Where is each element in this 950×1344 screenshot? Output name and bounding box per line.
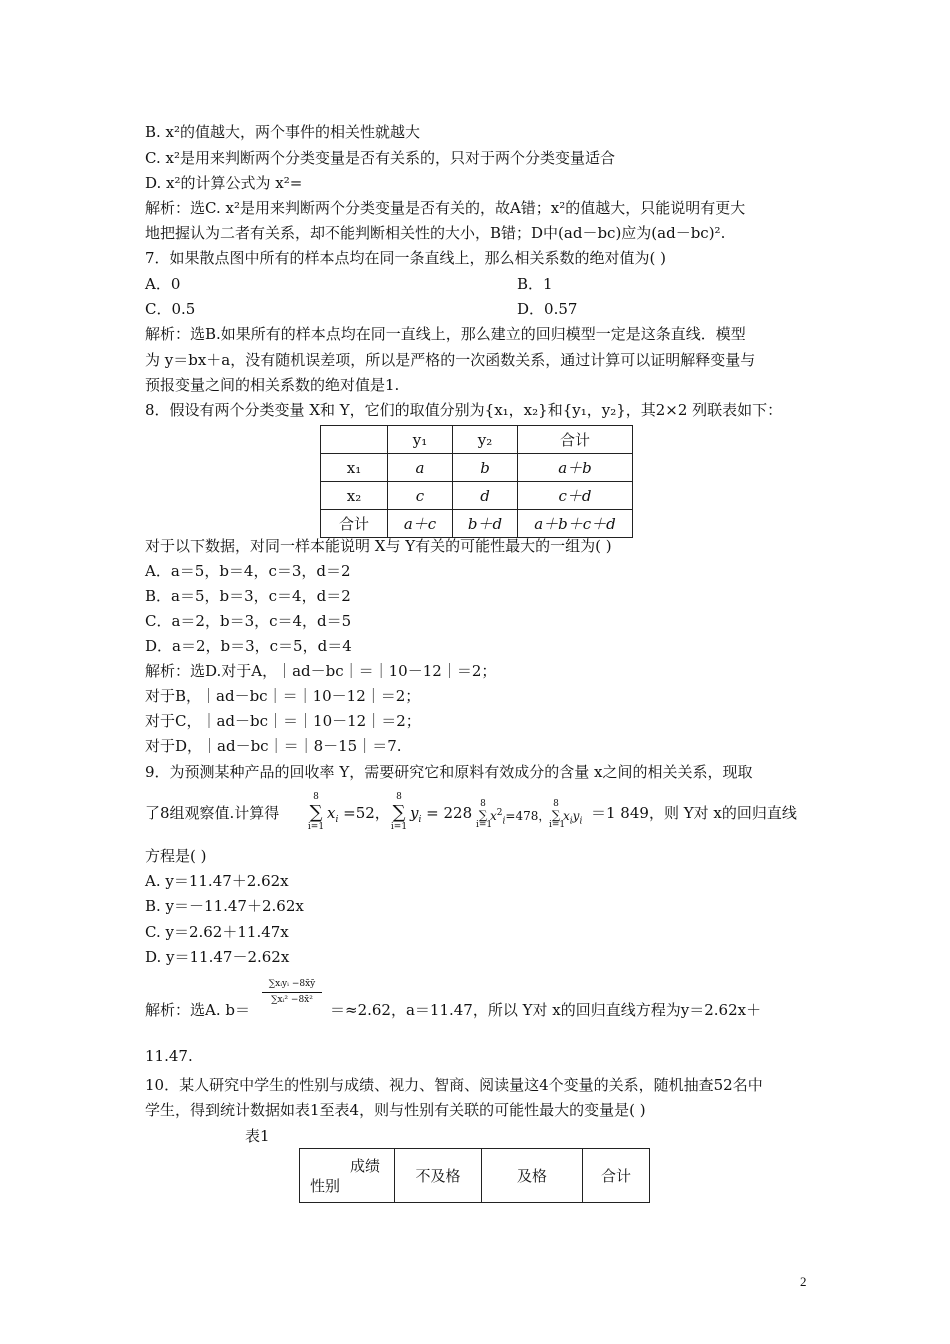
q8-option-b: B．a＝5，b＝3，c＝4，d＝2	[145, 587, 351, 605]
q6-solution-line1: 解析：选C. x²是用来判断两个分类变量是否有关的，故A错；x²的值越大，只能说明有更大	[145, 199, 746, 217]
q8-solution-line2: 对于B，｜ad－bc｜＝｜10－12｜＝2；	[145, 687, 421, 705]
q9-stem-line2-start: 了8组观察值.计算得	[145, 804, 280, 822]
regression-slope-fraction	[262, 979, 322, 1006]
q7-solution-line2: 为 y＝bx＋a，没有随机误差项，所以是严格的一次函数关系，通过计算可以证明解释变量与	[145, 351, 756, 369]
q9-option-d: D. y＝11.47－2.62x	[145, 948, 290, 966]
q7-solution-line1: 解析：选B.如果所有的样本点均在同一直线上，那么建立的回归模型一定是这条直线．模型	[145, 325, 746, 343]
table-cell: d	[453, 482, 518, 510]
table-header-cell: y₁	[388, 426, 453, 454]
sum-x2-result: =478	[505, 809, 539, 823]
table1-title: 表1	[245, 1127, 270, 1145]
table-cell	[321, 426, 388, 454]
corner-label-gender: 性别	[310, 1177, 341, 1195]
q7-option-d: D．0.57	[517, 300, 578, 318]
q10-stem-line2: 学生，得到统计数据如表1至表4，则与性别有关联的可能性最大的变量是( )	[145, 1101, 646, 1119]
q9-option-b: B. y＝－11.47＋2.62x	[145, 897, 304, 915]
q7-stem: 7．如果散点图中所有的样本点均在同一条直线上，那么相关系数的绝对值为( )	[145, 249, 667, 267]
q9-stem-line1: 9．为预测某种产品的回收率 Y，需要研究它和原料有效成分的含量 x之间的相关关系，现取	[145, 763, 753, 781]
q9-option-c: C. y＝2.62＋11.47x	[145, 923, 289, 941]
q8-option-d: D．a＝2，b＝3，c＝5，d＝4	[145, 637, 352, 655]
table1-header-cell: 不及格	[395, 1149, 482, 1203]
q8-stem: 8．假设有两个分类变量 X和 Y，它们的取值分别为{x₁，x₂}和{y₁，y₂}，其2×2 列联表如下：	[145, 401, 783, 419]
table1-header-cell: 合计	[583, 1149, 650, 1203]
fraction-denominator: ∑xᵢ² −8x̄²	[271, 995, 313, 1005]
table-header-cell: y₂	[453, 426, 518, 454]
sum-y-result: = 228	[426, 804, 473, 822]
q8-solution-line4: 对于D，｜ad－bc｜＝｜8－15｜＝7.	[145, 737, 402, 755]
q8-solution-line3: 对于C，｜ad－bc｜＝｜10－12｜＝2；	[145, 712, 421, 730]
table-cell: c	[388, 482, 453, 510]
table-row-label: x₂	[321, 482, 388, 510]
q8-option-a: A．a＝5，b＝4，c＝3，d＝2	[145, 562, 351, 580]
table-row-label: 合计	[321, 510, 388, 538]
q9-stem-line3: 方程是( )	[145, 847, 207, 865]
q9-option-a: A. y＝11.47＋2.62x	[145, 872, 289, 890]
sum-x-symbol: 8 ∑ i=1	[307, 792, 325, 832]
q6-option-d: D. x²的计算公式为 x²=	[145, 174, 303, 192]
q6-solution-line2: 地把握认为二者有关系，却不能判断相关性的大小，B错；D中(ad－bc)应为(ad－bc)².	[145, 224, 726, 242]
table-cell: a＋b＋c＋d	[518, 510, 633, 538]
q6-option-c: C. x²是用来判断两个分类变量是否有关系的，只对于两个分类变量适合	[145, 149, 615, 167]
q9-solution-start: 解析：选A. b＝	[145, 1001, 250, 1019]
fraction-numerator: ∑xᵢyᵢ −8x̄ȳ	[268, 979, 316, 989]
table1-corner-cell	[300, 1149, 395, 1203]
q7-option-b: B．1	[517, 275, 553, 293]
q8-option-c: C．a＝2，b＝3，c＝4，d＝5	[145, 612, 352, 630]
contingency-table-2x2	[320, 425, 633, 538]
fraction-bar	[262, 992, 322, 993]
sum-x-value: $x_i =52$，	[327, 804, 390, 825]
q8-question: 对于以下数据，对同一样本能说明 X与 Y有关的可能性最大的一组为( )	[145, 537, 612, 555]
q7-solution-line3: 预报变量之间的相关系数的绝对值是1.	[145, 376, 400, 394]
sum-x2-symbol: 8 ∑ i=1	[476, 799, 493, 830]
q6-option-b: B. x²的值越大，两个事件的相关性就越大	[145, 123, 421, 141]
q10-stem-line1: 10．某人研究中学生的性别与成绩、视力、智商、阅读量这4个变量的关系，随机抽查52名中	[145, 1076, 763, 1094]
table-cell: a＋b	[518, 454, 633, 482]
table1-header-cell: 及格	[482, 1149, 583, 1203]
q8-solution-line1: 解析：选D.对于A，｜ad－bc｜＝｜10－12｜＝2；	[145, 662, 497, 680]
sum-y-symbol: 8 ∑ i=1	[390, 792, 408, 832]
q7-option-c: C．0.5	[145, 300, 196, 318]
sum-x-result: =52	[343, 804, 375, 822]
table-cell: a＋c	[388, 510, 453, 538]
table-cell: b＋d	[453, 510, 518, 538]
sum-x2-value: $x^2_i=478$，	[490, 808, 551, 827]
table-cell: b	[453, 454, 518, 482]
table-1	[299, 1148, 650, 1203]
sum-y-value: $y_i = 228$	[410, 804, 473, 825]
table-row-label: x₁	[321, 454, 388, 482]
sum-xy-value: $x_iy_i$	[563, 809, 583, 827]
q9-solution-middle: ＝≈2.62，a＝11.47，所以 Y对 x的回归直线方程为y＝2.62x＋	[330, 1001, 762, 1019]
table-cell: a	[388, 454, 453, 482]
q9-stem-line2-end: ＝1 849，则 Y对 x的回归直线	[591, 804, 797, 822]
sum-xy-symbol: 8 ∑ i=1	[549, 799, 566, 830]
q9-solution-end: 11.47.	[145, 1047, 193, 1065]
corner-label-score: 成绩	[349, 1157, 380, 1175]
table-cell: c＋d	[518, 482, 633, 510]
q7-option-a: A．0	[145, 275, 181, 293]
table-header-cell: 合计	[518, 426, 633, 454]
page-number: 2	[800, 1274, 807, 1289]
